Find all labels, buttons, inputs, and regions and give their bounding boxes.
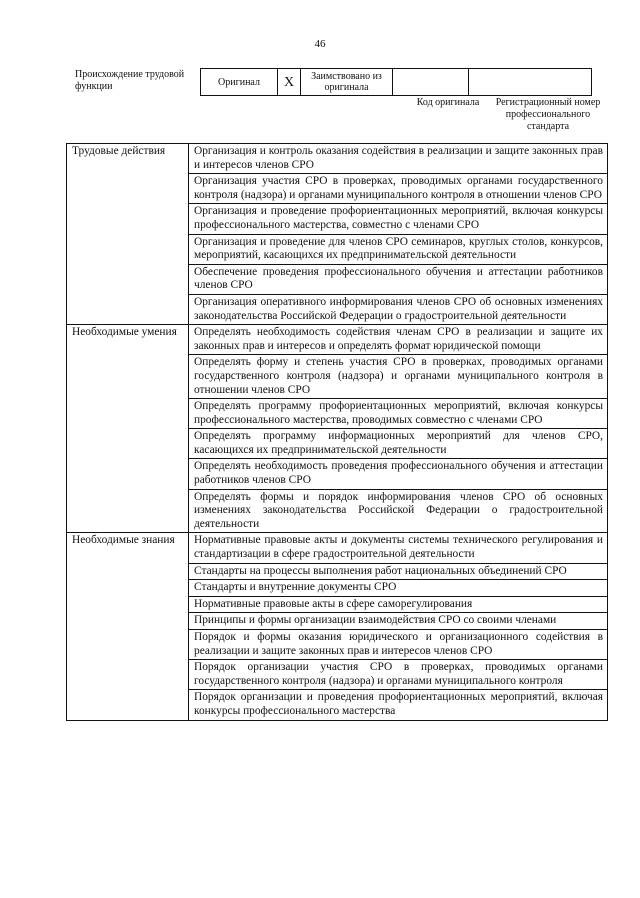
table-row bbox=[67, 144, 608, 174]
table-cell: Стандарты и внутренние документы СРО bbox=[189, 580, 608, 597]
page-number: 46 bbox=[314, 38, 326, 50]
table-row bbox=[67, 533, 608, 563]
table-cell: Стандарты на процессы выполнения работ национальных объединений СРО bbox=[189, 563, 608, 580]
section-title: Трудовые действия bbox=[67, 144, 189, 325]
table-cell: Обеспечение проведения профессионального обучения и аттестации работников членов СРО bbox=[189, 264, 608, 294]
section-title: Необходимые умения bbox=[67, 325, 189, 533]
table-cell: Нормативные правовые акты и документы системы технического регулирования и стандартизации в сфере градостроительной деятельности bbox=[189, 533, 608, 563]
table-cell: Порядок и формы оказания юридического и организационного содействия в реализации и защите законных прав и интересов членов СРО bbox=[189, 630, 608, 660]
origin-table bbox=[200, 68, 592, 96]
function-table bbox=[66, 143, 608, 721]
original-cell: Оригинал bbox=[201, 69, 278, 96]
section-title: Необходимые знания bbox=[67, 533, 189, 720]
table-cell: Определять форму и степень участия СРО в проверках, проводимых органами государственного контроля (надзора) и органами муниципального контроля в отношении членов СРО bbox=[189, 355, 608, 399]
code-cell bbox=[393, 69, 469, 96]
table-cell: Организация и проведение для членов СРО семинаров, круглых столов, конкурсов, мероприятий, касающихся их предпринимательской деятельности bbox=[189, 234, 608, 264]
reg-number-cell bbox=[469, 69, 592, 96]
table-cell: Порядок организации и проведения профориентационных мероприятий, включая конкурсы профессионального мастерства bbox=[189, 690, 608, 720]
table-cell: Нормативные правовые акты в сфере саморегулирования bbox=[189, 596, 608, 613]
table-cell: Определять необходимость проведения профессионального обучения и аттестации работников членов СРО bbox=[189, 459, 608, 489]
origin-label: Происхождение трудовой функции bbox=[75, 69, 185, 92]
table-cell: Организация участия СРО в проверках, проводимых органами государственного контроля (надзора) и органами муниципального контроля в отношении членов СРО bbox=[189, 174, 608, 204]
table-cell: Определять программу профориентационных мероприятий, включая конкурсы профессионального мастерства, проводимых совместно с членами СРО bbox=[189, 399, 608, 429]
table-cell: Определять формы и порядок информирования членов СРО об основных изменениях законодательства Российской Федерации о градостроительной деятельности bbox=[189, 489, 608, 533]
table-cell: Организация и проведение профориентационных мероприятий, включая конкурсы профессионального мастерства, совместно с членами СРО bbox=[189, 204, 608, 234]
table-cell: Определять необходимость содействия членам СРО в реализации и защите их законных прав и интересов и определять формат юридической помощи bbox=[189, 325, 608, 355]
reg-caption: Регистрационный номер профессионального стандарта bbox=[495, 97, 601, 132]
table-cell: Принципы и формы организации взаимодействия СРО со своими членами bbox=[189, 613, 608, 630]
original-mark: X bbox=[278, 69, 301, 96]
code-caption: Код оригинала bbox=[416, 97, 480, 108]
table-cell: Порядок организации участия СРО в проверках, проводимых органами государственного контроля (надзора) и органами муниципального контроля bbox=[189, 660, 608, 690]
table-cell: Организация и контроль оказания содействия в реализации и защите законных прав и интересов членов СРО bbox=[189, 144, 608, 174]
borrowed-cell: Заимствовано из оригинала bbox=[301, 69, 393, 96]
table-row bbox=[67, 325, 608, 355]
table-cell: Организация оперативного информирования членов СРО об основных изменениях законодательства Российской Федерации о градостроительной деятельности bbox=[189, 294, 608, 324]
table-cell: Определять программу информационных мероприятий для членов СРО, касающихся их предпринимательской деятельности bbox=[189, 429, 608, 459]
